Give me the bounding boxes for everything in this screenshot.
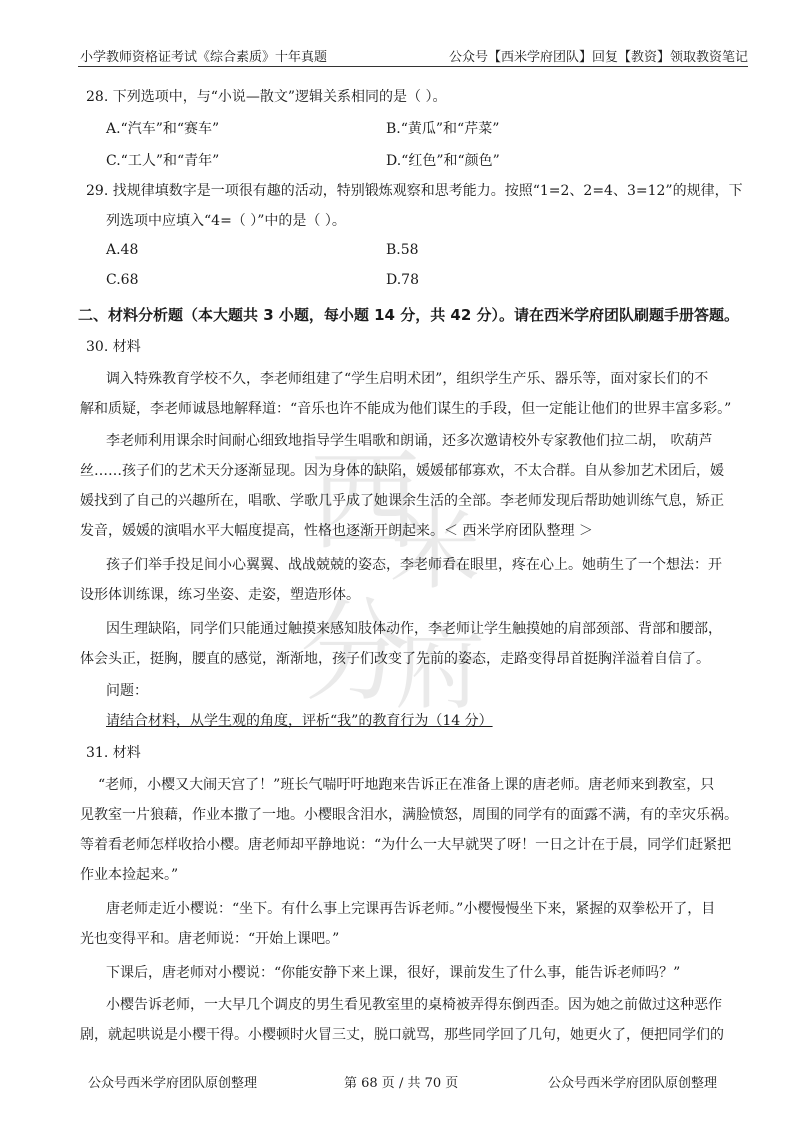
q30-question: 请结合材料，从学生观的角度，评析“我”的教育行为（14 分） [106, 713, 493, 729]
q31-p4-line-1: 小樱告诉老师，一大早几个调皮的男生看见教室里的桌椅被弄得东倒西歪。因为她之前做过这种恶作 [106, 997, 722, 1013]
q30-p2-line-3: 媛找到了自己的兴趣所在，唱歌、学歌几乎成了她课余生活的全部。李老师发现后帮助她训练气息，矫正 [80, 493, 724, 509]
header-right-text: 公众号【西米学府团队】回复【教资】领取教资笔记 [448, 50, 748, 65]
q29-option-a: A.48 [106, 242, 139, 258]
q30-p2-line-1: 李老师利用课余时间耐心细致地指导学生唱歌和朗诵，还多次邀请校外专家教他们拉二胡， 吹葫芦 [106, 433, 713, 449]
header-left-text: 小学教师资格证考试《综合素质》十年真题 [80, 50, 328, 65]
q29-stem-line-2: 列选项中应填入“4=（ ）”中的是（ ）。 [106, 213, 346, 229]
q31-p3-line-1: 下课后，唐老师对小樱说：“你能安静下来上课，很好，课前发生了什么事，能告诉老师吗？” [106, 965, 681, 981]
q31-label: 31. 材料 [86, 745, 141, 761]
q31-p2-line-1: 唐老师走近小樱说：“坐下。有什么事上完课再告诉老师。”小樱慢慢坐下来，紧握的双拳松开了，目 [106, 901, 716, 917]
footer-right-text: 公众号西米学府团队原创整理 [548, 1076, 718, 1091]
watermark-char-2: 米 [390, 497, 480, 602]
q30-p3-line-2: 设形体训练课，练习坐姿、走姿，塑造形体。 [80, 587, 360, 603]
q29-option-b: B.58 [386, 242, 419, 258]
q28-option-b: B.“黄瓜”和“芹菜” [386, 121, 500, 137]
q30-p2-line-2: 丝……孩子们的艺术天分逐渐显现。因为身体的缺陷，媛媛郁郁寡欢，不太合群。自从参加艺术团后，媛 [80, 463, 724, 479]
footer-left-text: 公众号西米学府团队原创整理 [88, 1076, 258, 1091]
section-2-heading: 二、材料分析题（本大题共 3 小题，每小题 14 分，共 42 分）。请在西米学府团队刷题手册答题。 [78, 306, 740, 324]
q29-option-c: C.68 [106, 272, 139, 288]
q29-stem-line-1: 29. 找规律填数字是一项很有趣的活动，特别锻炼观察和思考能力。按照“1=2、2=4、3=12”的规律，下 [86, 183, 743, 199]
page-header [78, 44, 748, 67]
footer-page-number: 第 68 页 / 共 70 页 [344, 1076, 459, 1091]
q30-p2-line-4: 发音，媛媛的演唱水平大幅度提高，性格也逐渐开朗起来。＜ 西米学府团队整理 ＞ [80, 523, 593, 539]
q28-option-a: A.“汽车”和“赛车” [106, 121, 220, 137]
q30-p1-line-2: 解和质疑，李老师诚恳地解释道：“音乐也许不能成为他们谋生的手段，但一定能让他们的世界丰富多彩。” [80, 401, 732, 417]
q28-option-d: D.“红色”和“颜色” [386, 153, 500, 169]
watermark-char-1: 西 [310, 438, 420, 566]
q28-option-c: C.“工人”和“青年” [106, 153, 220, 169]
q28-stem: 28. 下列选项中，与“小说—散文”逻辑关系相同的是（ ）。 [86, 89, 447, 105]
q30-p4-line-1: 因生理缺陷，同学们只能通过触摸来感知肢体动作，李老师让学生触摸她的肩部颈部、背部和腰部， [106, 621, 722, 637]
q31-p1-line-2: 见教室一片狼藉，作业本撒了一地。小樱眼含泪水，满脸愤怒，周围的同学有的面露不满，有的幸灾乐祸。 [80, 807, 738, 823]
q31-p4-line-2: 剧，就起哄说是小樱干得。小樱顿时火冒三丈，脱口就骂，那些同学回了几句，她更火了，便把同学们的 [80, 1027, 724, 1043]
q30-p3-line-1: 孩子们举手投足间小心翼翼、战战兢兢的姿态，李老师看在眼里，疼在心上。她萌生了一个想法：开 [106, 557, 722, 573]
q30-p1-line-1: 调入特殊教育学校不久，李老师组建了“学生启明术团”，组织学生产乐、器乐等，面对家长们的不 [106, 371, 709, 387]
watermark-char-3: 分 [300, 588, 410, 716]
q31-p1-line-1: “老师，小樱又大闹天宫了！”班长气喘吁吁地跑来告诉正在准备上课的唐老师。唐老师来到教室，只 [98, 777, 715, 793]
q31-p1-line-3: 等着看老师怎样收拾小樱。唐老师却平静地说：“为什么一大早就哭了呀！一日之计在于晨，同学们赶紧把 [80, 837, 732, 853]
q29-option-d: D.78 [386, 272, 419, 288]
q30-question-label: 问题： [106, 683, 148, 699]
q30-p4-line-2: 体会头正，挺胸，腰直的感觉，渐渐地，孩子们改变了先前的姿态，走路变得昂首挺胸洋溢着自信了。 [80, 651, 710, 667]
watermark-char-4: 府 [395, 617, 485, 722]
q30-label: 30. 材料 [86, 339, 141, 355]
q31-p1-line-4: 作业本捡起来。” [80, 867, 179, 883]
q31-p2-line-2: 光也变得平和。唐老师说：“开始上课吧。” [80, 931, 340, 947]
